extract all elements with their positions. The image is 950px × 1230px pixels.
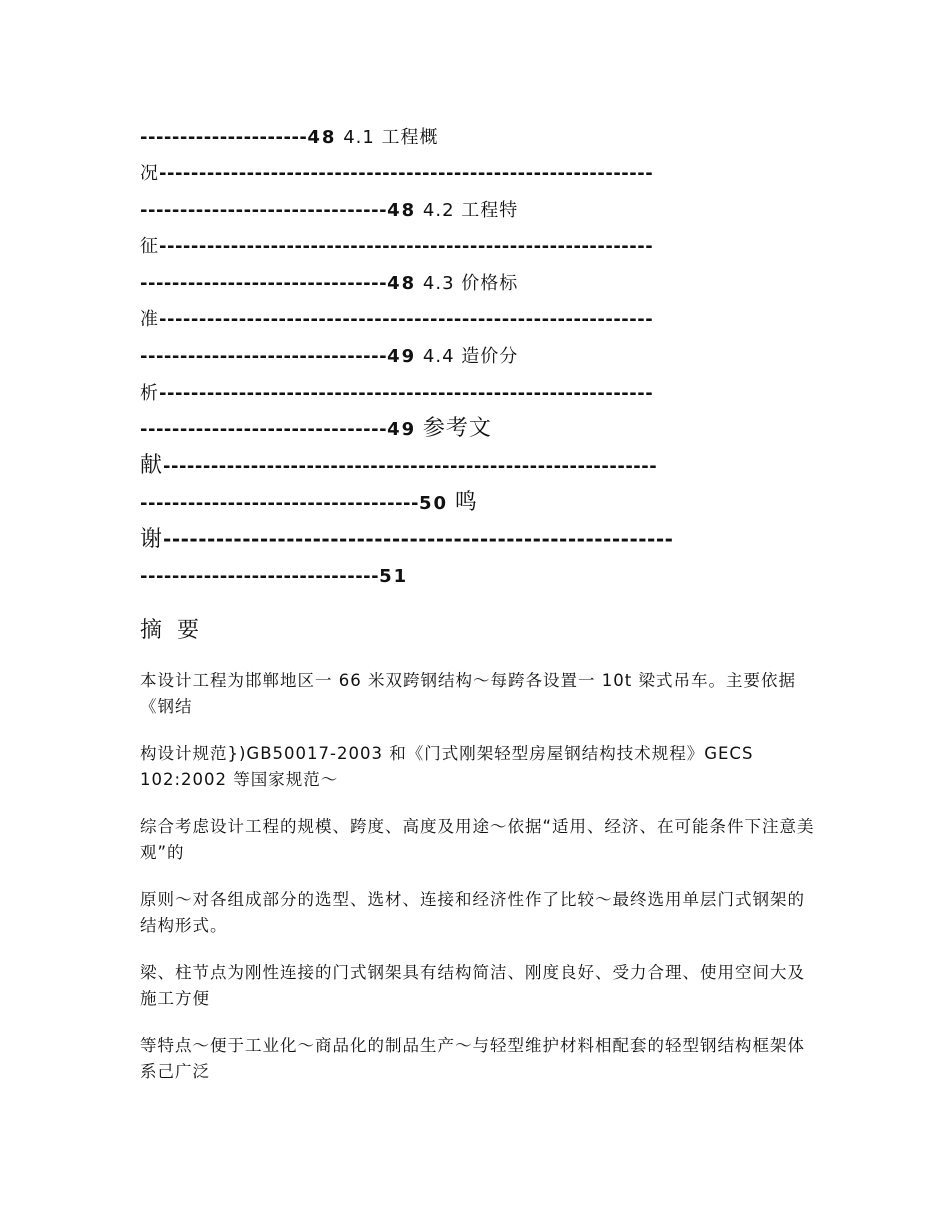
abstract-paragraph: 等特点～便于工业化～商品化的制品生产～与轻型维护材料相配套的轻型钢结构框架体系己广泛 xyxy=(140,1036,805,1081)
toc-leader: ----------------------------------- xyxy=(140,493,419,514)
toc-page-number: 48 xyxy=(307,127,337,148)
toc-leader: ---------------------------------------------------------- xyxy=(163,527,674,551)
toc-line xyxy=(140,234,810,260)
toc-leader: ------------------------------- xyxy=(140,200,388,221)
toc-leader: -------------------------------------------------------------- xyxy=(159,236,654,257)
abstract-paragraph: 本设计工程为邯郸地区一 66 米双跨钢结构～每跨各设置一 10t 梁式吊车。主要依据《钢结 xyxy=(140,671,796,716)
toc-line xyxy=(140,564,810,590)
toc-page-number: 49 xyxy=(387,419,417,440)
toc-entry-title: 准 xyxy=(140,309,159,330)
abstract-paragraph: 梁、柱节点为刚性连接的门式钢架具有结构简洁、刚度良好、受力合理、使用空间大及施工方便 xyxy=(140,963,805,1008)
toc-line xyxy=(140,271,810,297)
toc-line xyxy=(140,381,810,407)
toc-line xyxy=(140,344,810,370)
toc-line xyxy=(140,125,810,151)
toc-page-number: 49 xyxy=(387,346,417,367)
toc-entry-title: 4.3 价格标 xyxy=(422,273,519,294)
toc-page-number: 51 xyxy=(379,566,409,587)
toc-entry-title: 征 xyxy=(140,236,159,257)
toc-entry-title: 4.2 工程特 xyxy=(422,200,519,221)
toc-entry-title: 析 xyxy=(140,383,159,404)
abstract-paragraph: 原则～对各组成部分的选型、选材、连接和经济性作了比较～最终选用单层门式钢架的结构形式。 xyxy=(140,890,805,935)
toc-leader: -------------------------------------------------------------- xyxy=(163,456,658,477)
toc-leader: -------------------------------------------------------------- xyxy=(159,309,654,330)
toc-line xyxy=(140,307,810,333)
toc-line xyxy=(140,161,810,187)
abstract-paragraph: 构设计规范})GB50017-2003 和《门式刚架轻型房屋钢结构技术规程》GECS 102:2002 等国家规范～ xyxy=(140,744,754,789)
abstract-heading: 摘 要 xyxy=(140,618,203,643)
toc-line xyxy=(140,453,810,480)
abstract-paragraph: 综合考虑设计工程的规模、跨度、高度及用途～依据“适用、经济、在可能条件下注意美观”的 xyxy=(140,817,815,862)
toc-entry-title: 参考文 xyxy=(422,416,492,441)
toc-entry-title: 况 xyxy=(140,163,159,184)
toc-entry-title: 谢 xyxy=(140,527,164,552)
toc-entry-title: 4.4 造价分 xyxy=(422,346,519,367)
toc-entry-title: 鸣 xyxy=(454,490,478,515)
toc-leader: ------------------------------ xyxy=(140,566,380,587)
toc-leader: -------------------------------------------------------------- xyxy=(159,383,654,404)
toc-entry-title: 4.1 工程概 xyxy=(343,127,439,148)
toc-leader: ------------------------------- xyxy=(140,346,388,367)
toc-page-number: 50 xyxy=(418,493,449,514)
toc-line xyxy=(140,526,810,554)
toc-entry-title: 献 xyxy=(140,453,164,478)
toc-page-number: 48 xyxy=(387,200,417,221)
toc-leader: ------------------------------- xyxy=(140,273,388,294)
toc-line xyxy=(140,198,810,224)
toc-leader: --------------------- xyxy=(140,127,308,148)
toc-line xyxy=(140,490,810,517)
toc-leader: ------------------------------- xyxy=(140,419,388,440)
toc-leader: -------------------------------------------------------------- xyxy=(159,163,654,184)
toc-page-number: 48 xyxy=(387,273,417,294)
toc-line xyxy=(140,416,810,443)
